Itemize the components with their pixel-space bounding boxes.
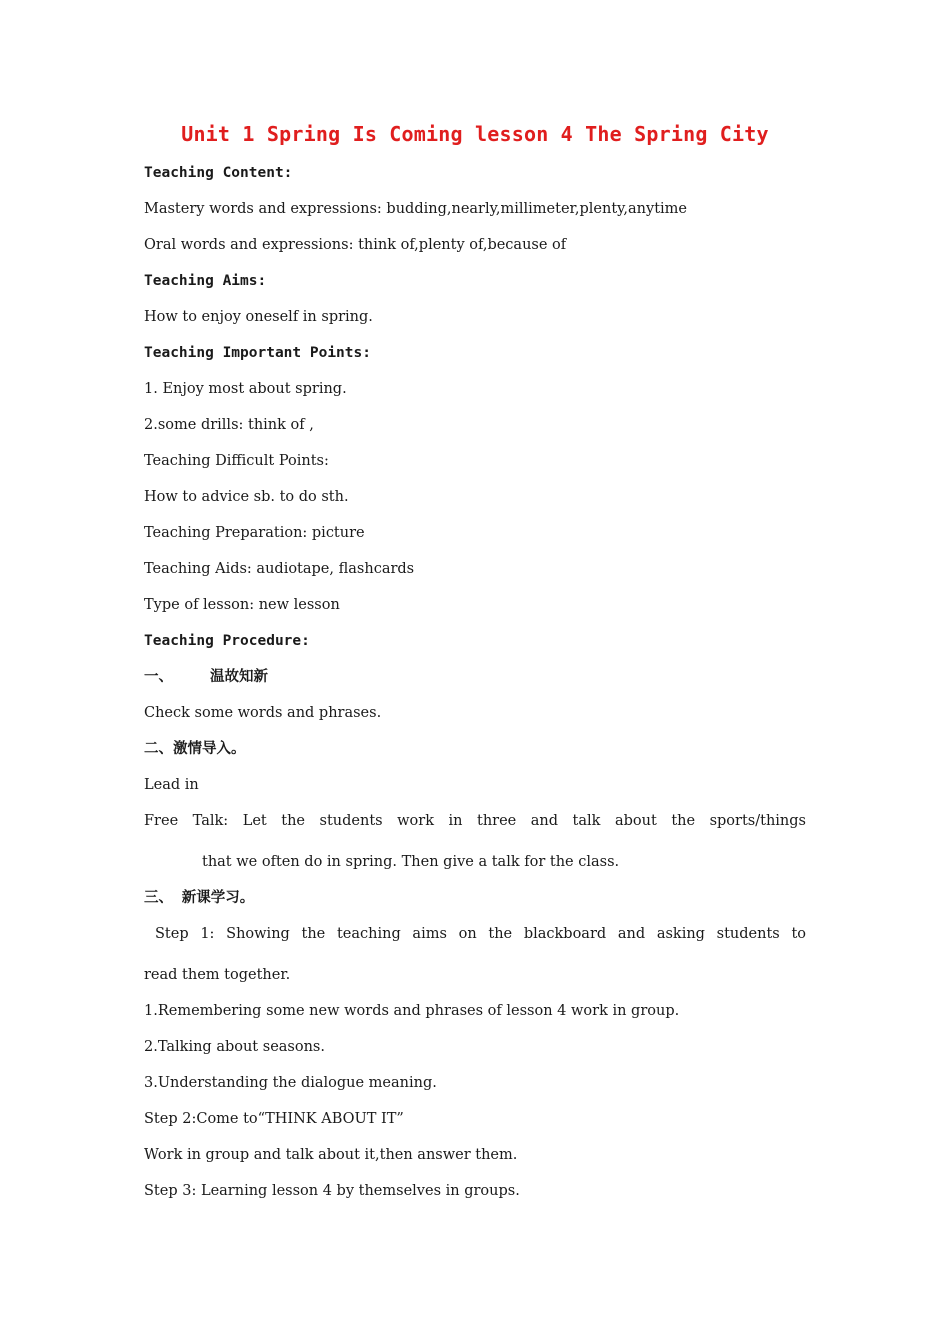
section-3-heading: 三、 新课学习。 [144, 890, 255, 906]
lead-in-line: Lead in [144, 777, 199, 793]
section-1-title: 温故知新 [210, 669, 268, 685]
list-item-2: 2.Talking about seasons. [144, 1039, 325, 1055]
step-1-line-2: read them together. [144, 967, 291, 983]
teaching-aims-heading: Teaching Aims: [144, 273, 267, 289]
check-words-line: Check some words and phrases. [144, 705, 382, 721]
group-work-line: Work in group and talk about it,then answer them. [144, 1147, 518, 1163]
teaching-content-heading: Teaching Content: [144, 165, 293, 181]
important-point-1: 1. Enjoy most about spring. [144, 381, 347, 397]
important-points-heading: Teaching Important Points: [144, 345, 371, 361]
teaching-preparation: Teaching Preparation: picture [144, 525, 365, 541]
step-2-line: Step 2:Come to“THINK ABOUT IT” [144, 1111, 404, 1127]
difficult-points-text: How to advice sb. to do sth. [144, 489, 349, 505]
step-1-line-1: Step 1: Showing the teaching aims on the blackboard and asking students to [155, 926, 806, 942]
document-title: Unit 1 Spring Is Coming lesson 4 The Spring City [181, 122, 769, 146]
lesson-type: Type of lesson: new lesson [144, 597, 340, 613]
section-1-heading [144, 667, 268, 687]
procedure-heading: Teaching Procedure: [144, 633, 310, 649]
section-1-number: 一、 [144, 669, 173, 685]
oral-words-line: Oral words and expressions: think of,plenty of,because of [144, 237, 567, 253]
difficult-points-heading: Teaching Difficult Points: [144, 453, 329, 469]
list-item-3: 3.Understanding the dialogue meaning. [144, 1075, 437, 1091]
section-2-heading: 二、激情导入。 [144, 741, 246, 757]
aims-text: How to enjoy oneself in spring. [144, 309, 373, 325]
step-3-line: Step 3: Learning lesson 4 by themselves in groups. [144, 1183, 520, 1199]
free-talk-line-2: that we often do in spring. Then give a talk for the class. [202, 854, 620, 870]
free-talk-line-1: Free Talk: Let the students work in three and talk about the sports/things [144, 813, 806, 829]
teaching-aids: Teaching Aids: audiotape, flashcards [144, 561, 415, 577]
mastery-words-line: Mastery words and expressions: budding,nearly,millimeter,plenty,anytime [144, 201, 687, 217]
important-point-2: 2.some drills: think of , [144, 417, 314, 433]
list-item-1: 1.Remembering some new words and phrases of lesson 4 work in group. [144, 1003, 680, 1019]
